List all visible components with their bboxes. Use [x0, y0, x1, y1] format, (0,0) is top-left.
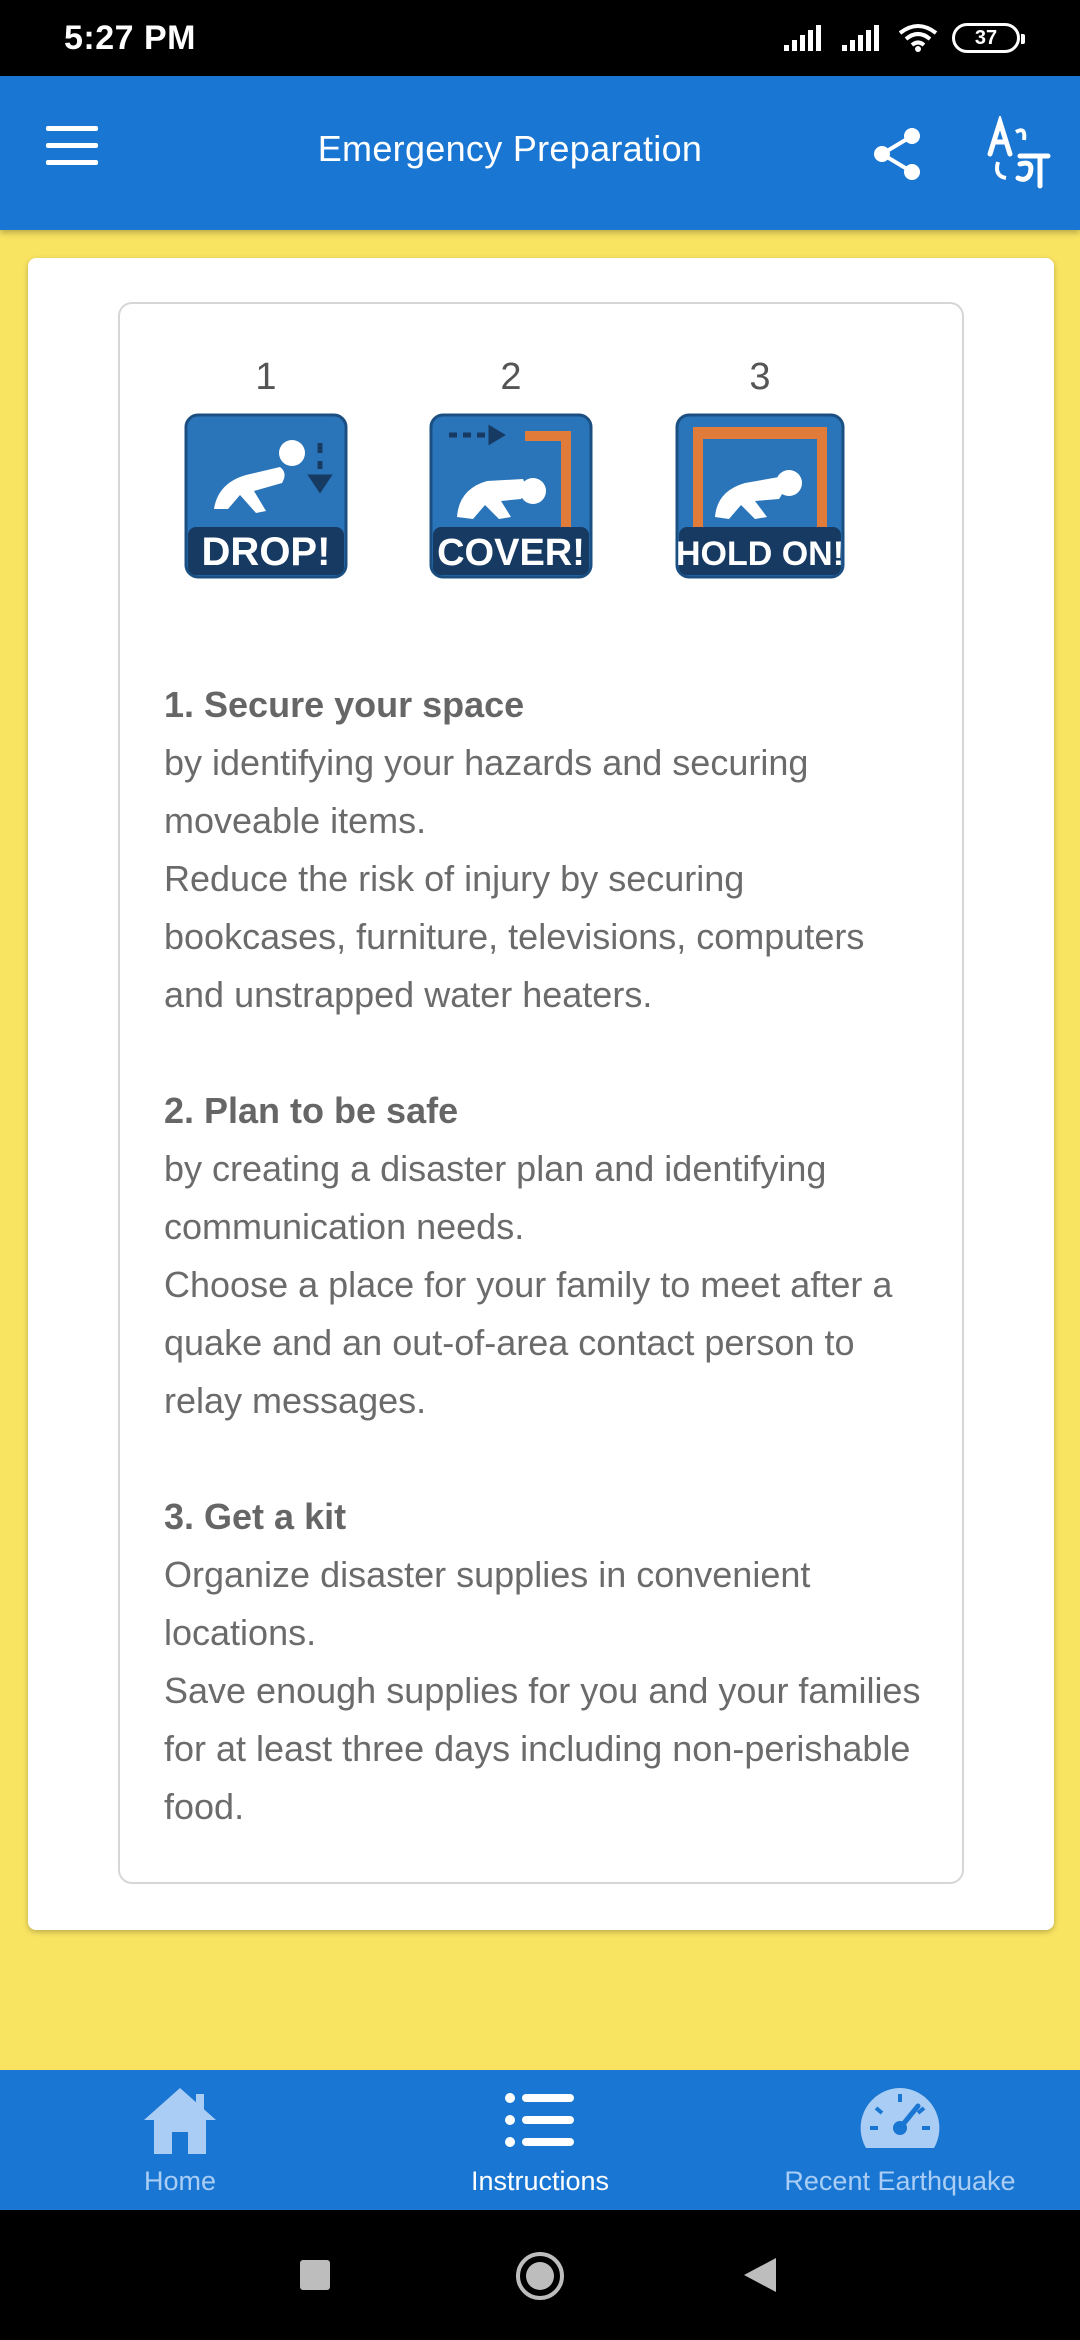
- back-icon[interactable]: [742, 2256, 778, 2294]
- step-number: 1: [255, 356, 277, 398]
- step-hold-on: [675, 356, 845, 579]
- cover-label: COVER!: [437, 532, 585, 574]
- cover-icon: [429, 413, 593, 579]
- system-navigation-bar: [0, 2210, 1080, 2340]
- section-plan-safe: [164, 1082, 934, 1430]
- signal-icon-2: [840, 23, 884, 53]
- status-time: 5:27 PM: [64, 18, 196, 57]
- drop-cover-hold-steps: [120, 356, 962, 596]
- speedometer-icon: [858, 2084, 942, 2156]
- instructions-card: [28, 258, 1054, 1930]
- nav-home[interactable]: [100, 2070, 260, 2210]
- list-icon: [504, 2084, 576, 2156]
- step-cover: [426, 356, 596, 579]
- share-icon[interactable]: [870, 124, 926, 184]
- step-number: 2: [500, 356, 522, 398]
- section-secure-space: [164, 676, 934, 1024]
- hold-on-icon: [675, 413, 845, 579]
- section-text: Organize disaster supplies in convenient locations.: [164, 1554, 811, 1653]
- nav-instructions[interactable]: [440, 2070, 640, 2210]
- home-circle-icon[interactable]: [514, 2250, 566, 2302]
- battery-level: 37: [974, 26, 998, 49]
- nav-home-label: Home: [143, 2166, 217, 2196]
- signal-icon: [782, 23, 826, 53]
- section-title: 2. Plan to be safe: [164, 1090, 459, 1131]
- page-title: Emergency Preparation: [317, 128, 703, 169]
- nav-instructions-label: Instructions: [470, 2166, 610, 2196]
- section-title: 3. Get a kit: [164, 1496, 347, 1537]
- home-icon: [140, 2084, 220, 2156]
- instructions-panel: [118, 302, 964, 1884]
- app-bar: [0, 76, 1080, 230]
- section-get-kit: [164, 1488, 934, 1836]
- bottom-navigation: [0, 2070, 1080, 2210]
- section-text: Reduce the risk of injury by securing bookcases, furniture, televisions, computers and unstrapped water heaters.: [164, 858, 865, 1015]
- section-text: Save enough supplies for you and your families for at least three days including non-perishable food.: [164, 1670, 921, 1827]
- battery-icon: [952, 23, 1020, 53]
- status-icons: [782, 23, 1020, 53]
- section-text: by creating a disaster plan and identifying communication needs.: [164, 1148, 827, 1247]
- translate-icon[interactable]: [984, 116, 1054, 190]
- step-drop: [181, 356, 351, 579]
- nav-recent-earthquake[interactable]: [780, 2070, 1020, 2210]
- recents-icon[interactable]: [298, 2258, 332, 2292]
- drop-icon: [184, 413, 348, 579]
- section-title: 1. Secure your space: [164, 684, 525, 725]
- drop-label: DROP!: [201, 530, 331, 574]
- section-text: by identifying your hazards and securing moveable items.: [164, 742, 809, 841]
- instructions-content: [164, 676, 934, 1894]
- nav-recent-label: Recent Earthquake: [784, 2166, 1016, 2196]
- step-number: 3: [749, 356, 771, 398]
- status-bar: [0, 0, 1080, 76]
- hold-on-label: HOLD ON!: [675, 535, 845, 573]
- section-text: Choose a place for your family to meet after a quake and an out-of-area contact person to relay messages.: [164, 1264, 893, 1421]
- wifi-icon: [898, 23, 938, 53]
